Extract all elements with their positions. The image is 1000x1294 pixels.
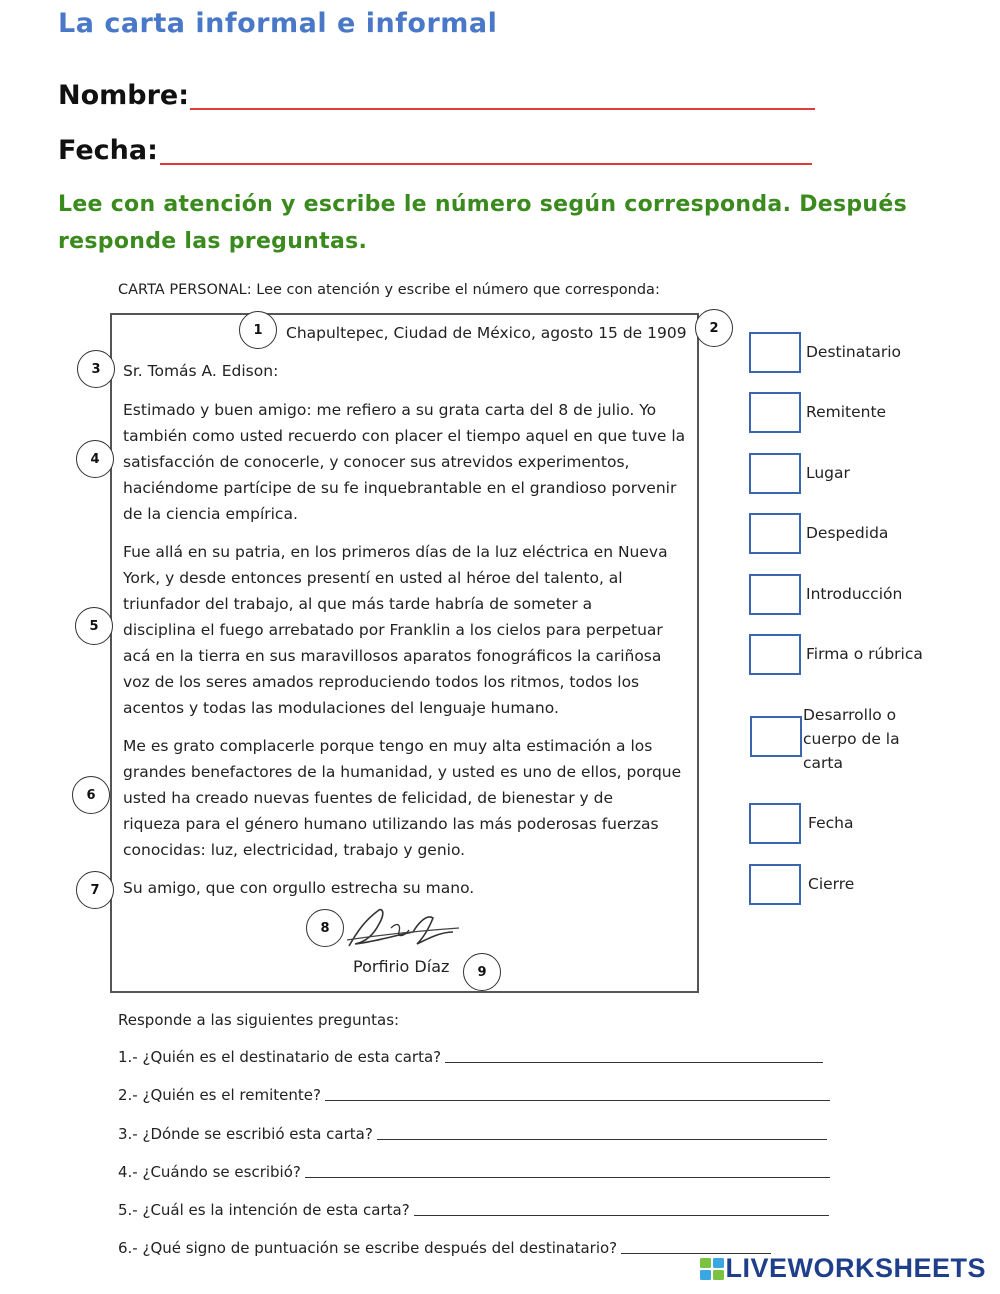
letter-line: haciéndome partícipe de su fe inquebrantable en el grandioso porvenir [123, 479, 677, 497]
letter-paragraph-1 [123, 397, 685, 527]
letter-line: voz de los seres amados reproduciendo todos los ritmos, todos los [123, 673, 640, 691]
letter-place-date: Chapultepec, Ciudad de México, agosto 15 de 1909 [286, 324, 687, 342]
marker-6: 6 [72, 776, 110, 814]
option-destinatario: Destinatario [806, 343, 901, 361]
marker-9: 9 [463, 953, 501, 991]
answer-box-desarrollo[interactable] [750, 716, 802, 757]
letter-closing: Su amigo, que con orgullo estrecha su mano. [123, 879, 475, 897]
letter-line: conocidas: luz, electricidad, trabajo y genio. [123, 841, 466, 859]
question-4 [118, 1163, 830, 1181]
question-text: 4.- ¿Cuándo se escribió? [118, 1163, 301, 1181]
option-fecha: Fecha [808, 814, 854, 832]
marker-1: 1 [239, 311, 277, 349]
letter-line: triunfador del trabajo, al que más tarde habría de someter a [123, 595, 593, 613]
letter-line: Me es grato complacerle porque tengo en muy alta estimación a los [123, 737, 653, 755]
answer-line[interactable] [305, 1177, 830, 1178]
date-label: Fecha: [58, 135, 158, 166]
name-field-line[interactable] [190, 108, 815, 110]
question-text: 1.- ¿Quién es el destinatario de esta carta? [118, 1048, 442, 1066]
letter-line: acá en la tierra en sus maravillosos aparatos fonográficos la cariñosa [123, 647, 662, 665]
letter-recipient: Sr. Tomás A. Edison: [123, 362, 279, 380]
answer-box-destinatario[interactable] [749, 332, 801, 373]
letter-paragraph-2 [123, 539, 668, 721]
letter-line: riqueza para el género humano utilizando las más poderosas fuerzas [123, 815, 659, 833]
answer-box-cierre[interactable] [749, 864, 801, 905]
page-title: La carta informal e informal [58, 8, 498, 39]
option-firma: Firma o rúbrica [806, 645, 923, 663]
letter-line: Fue allá en su patria, en los primeros días de la luz eléctrica en Nueva [123, 543, 668, 561]
question-2 [118, 1086, 830, 1104]
date-field-line[interactable] [160, 163, 812, 165]
option-remitente: Remitente [806, 403, 887, 421]
answer-box-lugar[interactable] [749, 453, 801, 494]
letter-line: también como usted recuerdo con placer el tiempo aquel en que tuve la [123, 427, 686, 445]
option-desarrollo: Desarrollo o cuerpo de la carta [803, 706, 900, 772]
letter-line: de la ciencia empírica. [123, 505, 298, 523]
answer-box-despedida[interactable] [749, 513, 801, 554]
letter-paragraph-3 [123, 733, 681, 863]
letter-line: usted ha creado nuevas fuentes de felicidad, de bienestar y de [123, 789, 614, 807]
letter-line: acentos y todas las modulaciones del lenguaje humano. [123, 699, 559, 717]
question-text: 5.- ¿Cuál es la intención de esta carta? [118, 1201, 410, 1219]
marker-5: 5 [75, 607, 113, 645]
worksheet-heading: CARTA PERSONAL: Lee con atención y escribe el número que corresponda: [118, 282, 660, 298]
option-cierre: Cierre [808, 875, 855, 893]
letter-line: grandes benefactores de la humanidad, y usted es uno de ellos, porque [123, 763, 682, 781]
question-1 [118, 1048, 823, 1066]
marker-7: 7 [76, 871, 114, 909]
answer-line[interactable] [325, 1100, 830, 1101]
signature-scribble [343, 902, 463, 958]
option-despedida: Despedida [806, 524, 889, 542]
letter-line: satisfacción de conocerle, y conocer sus atrevidos experimentos, [123, 453, 630, 471]
signature-name: Porfirio Díaz [353, 957, 450, 976]
answer-box-remitente[interactable] [749, 392, 801, 433]
answer-box-introduccion[interactable] [749, 574, 801, 615]
answer-box-fecha[interactable] [749, 803, 801, 844]
marker-2: 2 [695, 309, 733, 347]
answer-box-firma[interactable] [749, 634, 801, 675]
instruction-text: Lee con atención y escribe le número según corresponda. Después responde las preguntas. [58, 192, 908, 254]
answer-line[interactable] [414, 1215, 829, 1216]
option-lugar: Lugar [806, 464, 850, 482]
liveworksheets-logo[interactable] [699, 1253, 986, 1284]
option-introduccion: Introducción [806, 585, 903, 603]
question-5 [118, 1201, 829, 1219]
letter-line: York, y desde entonces presentí en usted al héroe del talento, al [123, 569, 623, 587]
question-6 [118, 1239, 771, 1257]
questions-heading: Responde a las siguientes preguntas: [118, 1011, 400, 1029]
letter-line: disciplina el fuego arrebatado por Franklin a los cielos para perpetuar [123, 621, 663, 639]
letter-line: Estimado y buen amigo: me refiero a su grata carta del 8 de julio. Yo [123, 401, 657, 419]
question-text: 3.- ¿Dónde se escribió esta carta? [118, 1125, 373, 1143]
answer-line[interactable] [445, 1062, 823, 1063]
marker-4: 4 [76, 440, 114, 478]
liveworksheets-logo-text: LIVEWORKSHEETS [725, 1253, 986, 1283]
answer-line[interactable] [377, 1139, 827, 1140]
name-label: Nombre: [58, 80, 190, 111]
question-text: 6.- ¿Qué signo de puntuación se escribe después del destinatario? [118, 1239, 618, 1257]
liveworksheets-logo-icon [699, 1257, 725, 1281]
question-text: 2.- ¿Quién es el remitente? [118, 1086, 321, 1104]
question-3 [118, 1125, 827, 1143]
marker-3: 3 [77, 350, 115, 388]
marker-8: 8 [306, 909, 344, 947]
